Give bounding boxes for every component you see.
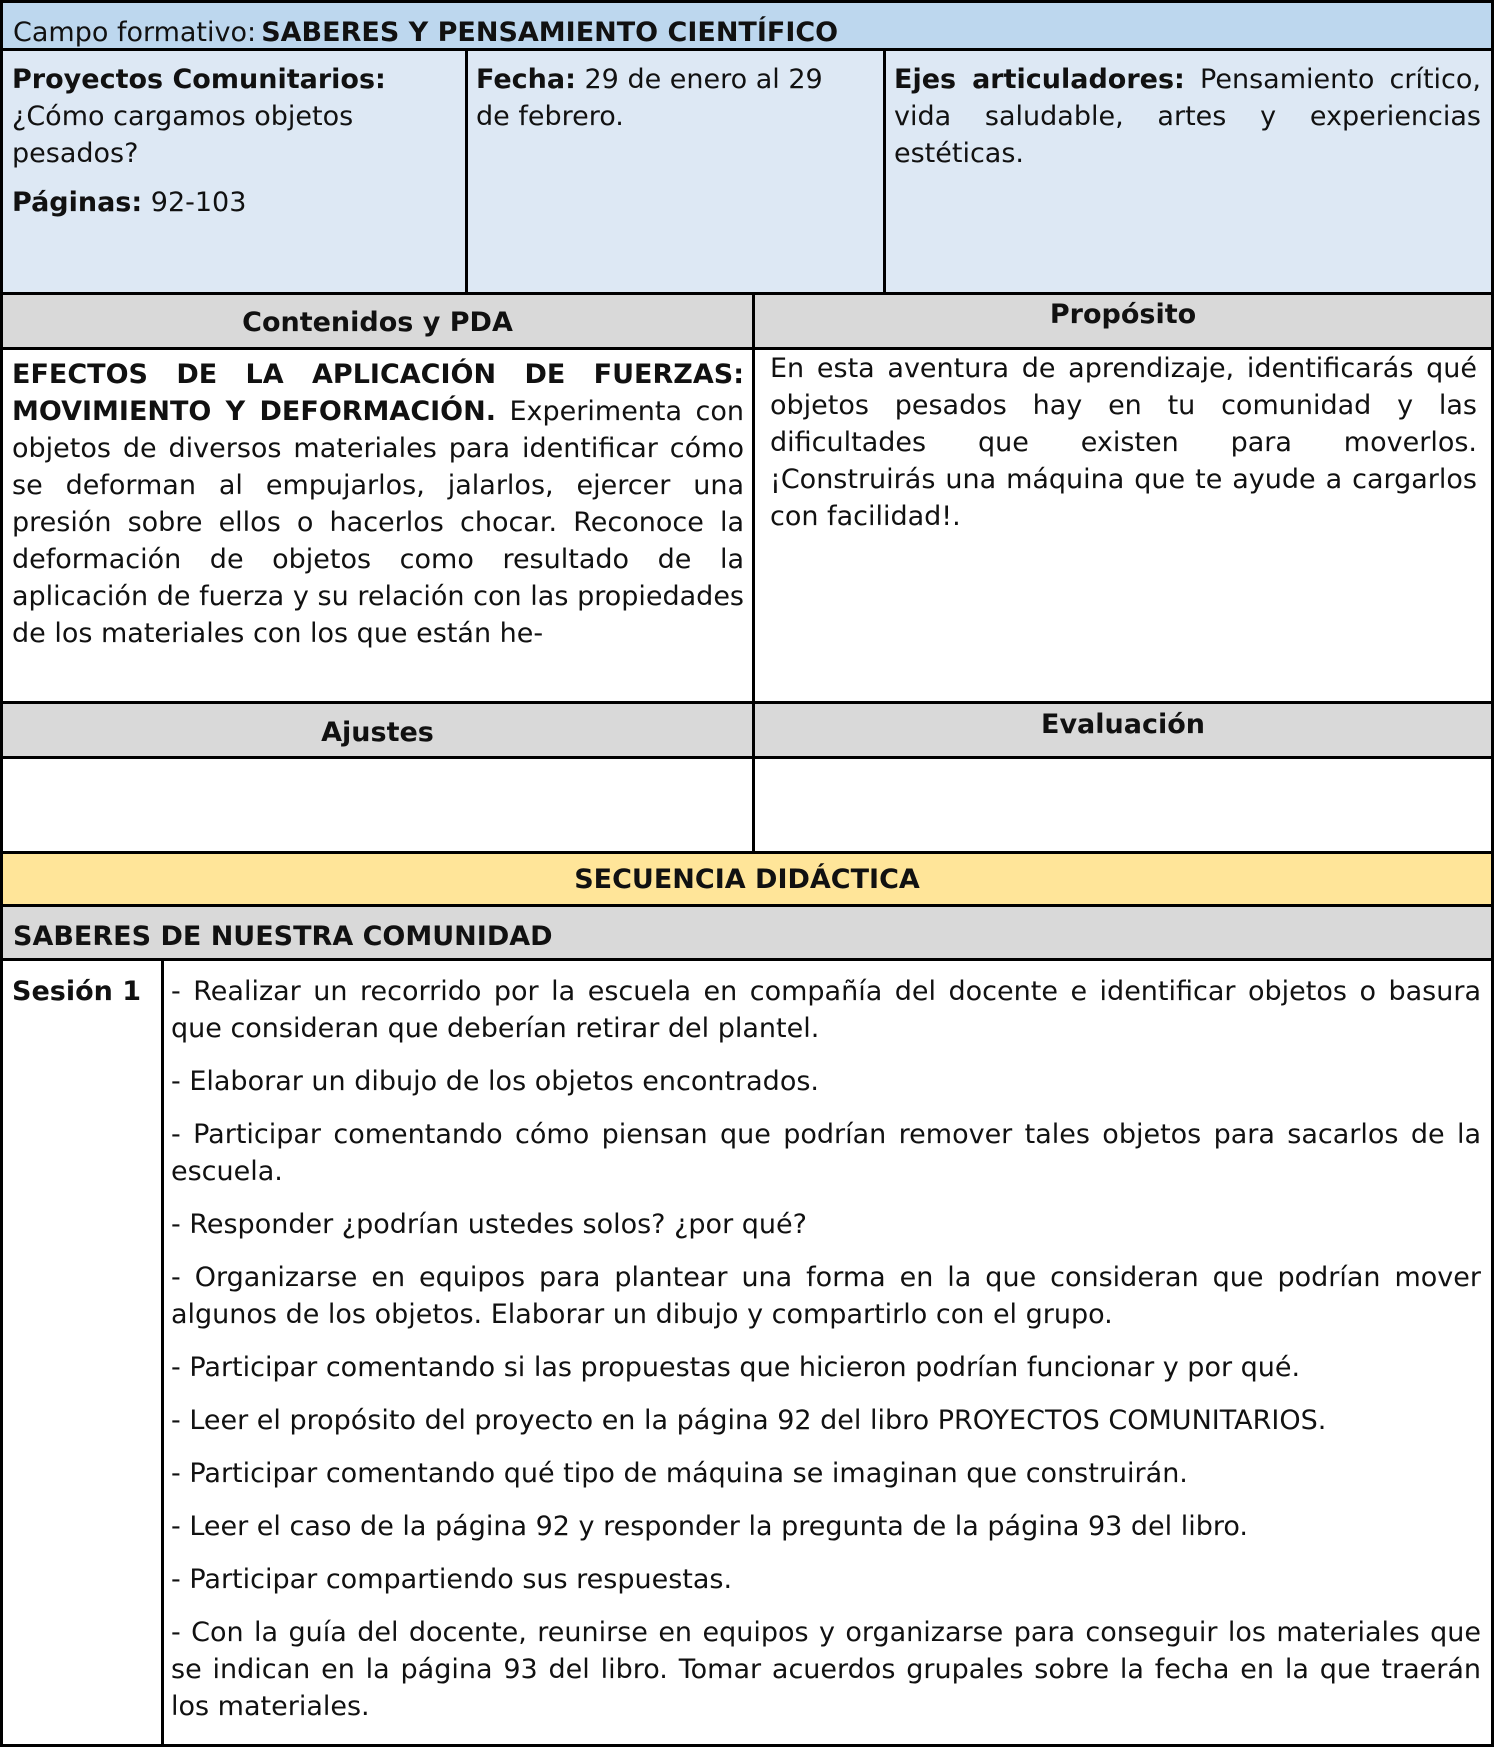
axes-value: Pensamiento crítico, vida saludable, artes y experiencias estéticas. (894, 64, 1481, 169)
proposito-text: En esta aventura de aprendizaje, identificarás qué objetos pesados hay en tu comunidad y las dificultades que existen para moverlos. ¡Construirás una máquina que te ayude a cargarlos con facilidad!. (770, 353, 1477, 532)
border-line (0, 48, 1494, 51)
border-line (161, 958, 164, 1747)
contenidos-header (3, 295, 752, 347)
axes-label: Ejes articuladores: (894, 64, 1185, 95)
pages-value: 92-103 (150, 187, 247, 218)
campo-formativo-label: Campo formativo: (13, 17, 257, 48)
activity-item: - Leer el propósito del proyecto en la página 92 del libro PROYECTOS COMUNITARIOS. (171, 1405, 1327, 1436)
activity-item: - Organizarse en equipos para plantear una forma en la que consideran que podrían mover algunos de los objetos. Elaborar un dibujo y compartirlo con el grupo. (171, 1262, 1481, 1330)
border-line (465, 48, 468, 295)
ajustes-body[interactable] (3, 759, 752, 851)
border-line (752, 292, 755, 854)
evaluacion-title: Evaluación (1041, 709, 1205, 740)
campo-formativo-value: SABERES Y PENSAMIENTO CIENTÍFICO (261, 17, 839, 48)
contenidos-body (3, 350, 752, 701)
ajustes-header (3, 704, 752, 756)
border-line (0, 958, 1494, 961)
border-line (0, 756, 1494, 759)
date-label: Fecha: (476, 64, 576, 95)
activity-item: - Responder ¿podrían ustedes solos? ¿por qué? (171, 1209, 807, 1240)
activity-item: - Participar comentando cómo piensan que podrían remover tales objetos para sacarlos de la escuela. (171, 1119, 1481, 1187)
border-line (0, 0, 1494, 3)
axes-cell (886, 51, 1491, 292)
campo-formativo-header (3, 3, 1491, 48)
date-cell (468, 51, 883, 292)
contenidos-title: Contenidos y PDA (242, 307, 513, 338)
activity-item: - Realizar un recorrido por la escuela en compañía del docente e identificar objetos o basura que consideran que deberían retirar del plantel. (171, 976, 1481, 1044)
proposito-body (755, 350, 1491, 701)
activity-item: - Leer el caso de la página 92 y responder la pregunta de la página 93 del libro. (171, 1511, 1249, 1542)
ajustes-title: Ajustes (321, 717, 434, 748)
contenidos-text: Experimenta con objetos de diversos materiales para identificar cómo se deforman al empujarlos, jalarlos, ejercer una presión sobre ellos o hacerlos chocar. Reconoce la deformación de objetos como resultado de la aplicación de fuerza y su relación con las propiedades de los materiales con los que están he- (12, 396, 745, 649)
session-label: Sesión 1 (12, 976, 142, 1007)
border-line (0, 851, 1494, 854)
evaluacion-body[interactable] (755, 759, 1491, 851)
border-line (0, 347, 1494, 350)
section-title: SABERES DE NUESTRA COMUNIDAD (13, 921, 553, 952)
activity-item: - Participar compartiendo sus respuestas. (171, 1564, 733, 1595)
border-line (0, 0, 3, 1747)
proposito-header (755, 295, 1491, 347)
activity-item: - Participar comentando qué tipo de máquina se imaginan que construirán. (171, 1458, 1188, 1489)
project-value: ¿Cómo cargamos objetos pesados? (12, 101, 354, 169)
proposito-title: Propósito (1049, 299, 1197, 330)
contenidos-bold-text: EFECTOS DE LA APLICACIÓN DE FUERZAS: MOVIMIENTO Y DEFORMACIÓN. (12, 359, 744, 427)
project-label: Proyectos Comunitarios: (12, 64, 386, 95)
border-line (0, 701, 1494, 704)
secuencia-header (3, 854, 1491, 904)
pages-label: Páginas: (12, 187, 143, 218)
section-header (3, 907, 1491, 958)
border-line (0, 292, 1494, 295)
date-value: 29 de enero al 29 de febrero. (476, 64, 823, 132)
evaluacion-header (755, 704, 1491, 756)
activity-item: - Con la guía del docente, reunirse en equipos y organizarse para conseguir los materiales que se indican en la página 93 del libro. Tomar acuerdos grupales sobre la fecha en la que traerán los materiales. (171, 1617, 1481, 1722)
secuencia-title: SECUENCIA DIDÁCTICA (574, 864, 920, 895)
border-line (0, 904, 1494, 907)
project-cell (3, 51, 465, 292)
activity-item: - Participar comentando si las propuestas que hicieron podrían funcionar y por qué. (171, 1352, 1301, 1383)
session-label-cell (3, 961, 161, 1744)
border-line (883, 48, 886, 295)
activity-item: - Elaborar un dibujo de los objetos encontrados. (171, 1066, 819, 1097)
session-activities (164, 961, 1491, 1744)
